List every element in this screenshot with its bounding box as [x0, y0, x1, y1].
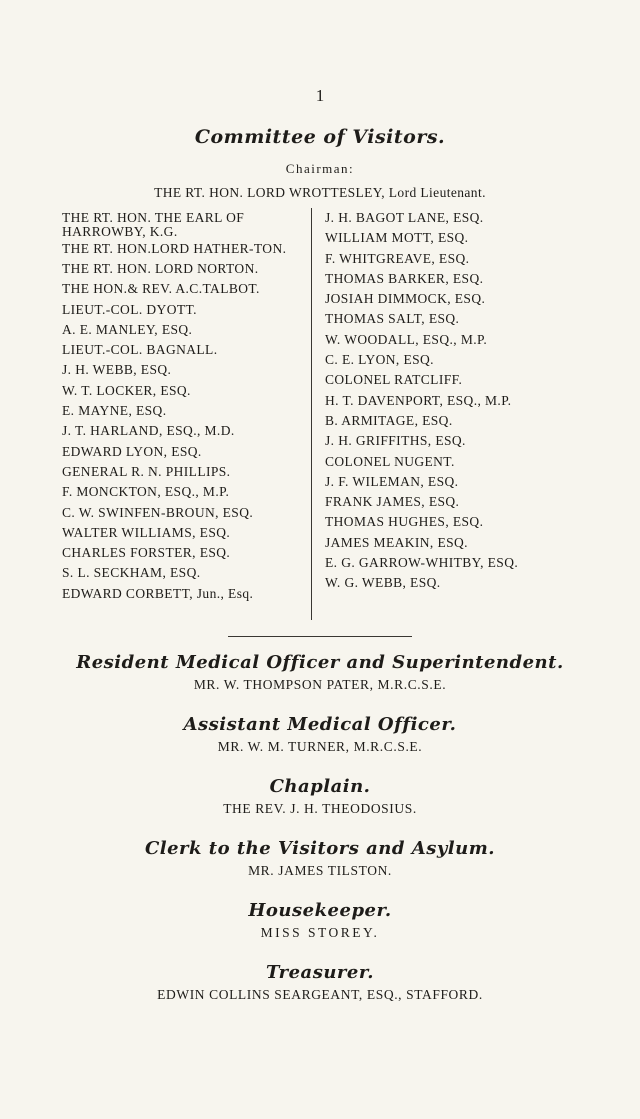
- member-entry: THOMAS SALT, ESQ.: [325, 311, 460, 327]
- members-right-column: [325, 208, 625, 594]
- members-left-column: [62, 208, 310, 604]
- member-entry: W. T. LOCKER, ESQ.: [62, 382, 191, 398]
- officer-title: Clerk to the Visitors and Asylum.: [144, 838, 496, 859]
- officer-title: Treasurer.: [266, 962, 374, 983]
- member-entry: THE RT. HON.LORD HATHER-TON.: [62, 241, 287, 256]
- member-entry: J. H. WEBB, ESQ.: [62, 362, 172, 378]
- officer-section-clerk: [0, 838, 640, 879]
- member-entry: GENERAL R. N. PHILLIPS.: [62, 463, 231, 479]
- member-entry: F. MONCKTON, ESQ., M.P.: [62, 484, 230, 500]
- officer-title: Assistant Medical Officer.: [183, 714, 457, 735]
- officer-name: MR. W. THOMPSON PATER, M.R.C.S.E.: [193, 677, 447, 692]
- member-entry: F. WHITGREAVE, ESQ.: [325, 250, 470, 266]
- member-entry: J. H. BAGOT LANE, ESQ.: [325, 210, 484, 225]
- member-entry: H. T. DAVENPORT, ESQ., M.P.: [325, 392, 512, 408]
- member-entry: E. G. GARROW-WHITBY, ESQ.: [325, 555, 519, 571]
- officer-title: Chaplain.: [269, 776, 371, 797]
- member-entry: THE RT. HON. THE EARL OF HARROWBY, K.G.: [62, 210, 245, 239]
- member-entry: CHARLES FORSTER, ESQ.: [62, 545, 231, 561]
- member-entry: C. E. LYON, ESQ.: [325, 352, 434, 368]
- officer-name: MR. JAMES TILSTON.: [248, 863, 392, 878]
- member-entry: WILLIAM MOTT, ESQ.: [325, 230, 469, 246]
- member-entry: S. L. SECKHAM, ESQ.: [62, 565, 201, 581]
- committee-title: Committee of Visitors.: [194, 126, 446, 148]
- member-entry: EDWARD CORBETT, Jun., Esq.: [62, 585, 254, 601]
- officer-section-assistant-medical-officer: [0, 714, 640, 755]
- member-entry: B. ARMITAGE, ESQ.: [325, 412, 453, 428]
- member-entry: J. F. WILEMAN, ESQ.: [325, 473, 459, 489]
- member-entry: J. T. HARLAND, ESQ., M.D.: [62, 423, 235, 439]
- officer-name: MISS STOREY.: [260, 925, 380, 940]
- member-entry: THE RT. HON. LORD NORTON.: [62, 261, 259, 276]
- officer-name: MR. W. M. TURNER, M.R.C.S.E.: [217, 739, 423, 754]
- page-number: 1: [315, 86, 325, 105]
- member-entry: LIEUT.-COL. DYOTT.: [62, 301, 197, 317]
- member-entry: E. MAYNE, ESQ.: [62, 403, 167, 419]
- member-entry: LIEUT.-COL. BAGNALL.: [62, 342, 218, 358]
- officer-title: Resident Medical Officer and Superintendent.: [76, 652, 564, 673]
- officer-section-treasurer: [0, 962, 640, 1003]
- chairman-label: Chairman:: [285, 161, 355, 176]
- member-entry: COLONEL RATCLIFF.: [325, 372, 463, 388]
- member-entry: EDWARD LYON, ESQ.: [62, 443, 202, 459]
- member-entry: C. W. SWINFEN-BROUN, ESQ.: [62, 504, 254, 520]
- officer-name: THE REV. J. H. THEODOSIUS.: [223, 801, 417, 816]
- member-entry: WALTER WILLIAMS, ESQ.: [62, 524, 231, 540]
- member-entry: THOMAS BARKER, ESQ.: [325, 270, 484, 286]
- member-entry: COLONEL NUGENT.: [325, 453, 455, 469]
- member-entry: W. G. WEBB, ESQ.: [325, 575, 441, 591]
- column-divider: [311, 208, 312, 620]
- member-entry: THOMAS HUGHES, ESQ.: [325, 514, 484, 530]
- officer-title: Housekeeper.: [248, 900, 392, 921]
- member-entry: FRANK JAMES, ESQ.: [325, 494, 460, 510]
- member-entry: JOSIAH DIMMOCK, ESQ.: [325, 291, 486, 307]
- officer-section-chaplain: [0, 776, 640, 817]
- officer-section-resident-medical-officer: [0, 652, 640, 693]
- member-entry: J. H. GRIFFITHS, ESQ.: [325, 433, 466, 449]
- officer-name: EDWIN COLLINS SEARGEANT, ESQ., STAFFORD.: [157, 987, 483, 1002]
- section-rule: [228, 636, 412, 637]
- member-entry: THE HON.& REV. A.C.TALBOT.: [62, 281, 260, 297]
- member-entry: W. WOODALL, ESQ., M.P.: [325, 331, 488, 347]
- chairman-name: THE RT. HON. LORD WROTTESLEY, Lord Lieutenant.: [154, 185, 486, 200]
- officer-section-housekeeper: [0, 900, 640, 941]
- member-entry: A. E. MANLEY, ESQ.: [62, 321, 193, 337]
- member-entry: JAMES MEAKIN, ESQ.: [325, 534, 468, 550]
